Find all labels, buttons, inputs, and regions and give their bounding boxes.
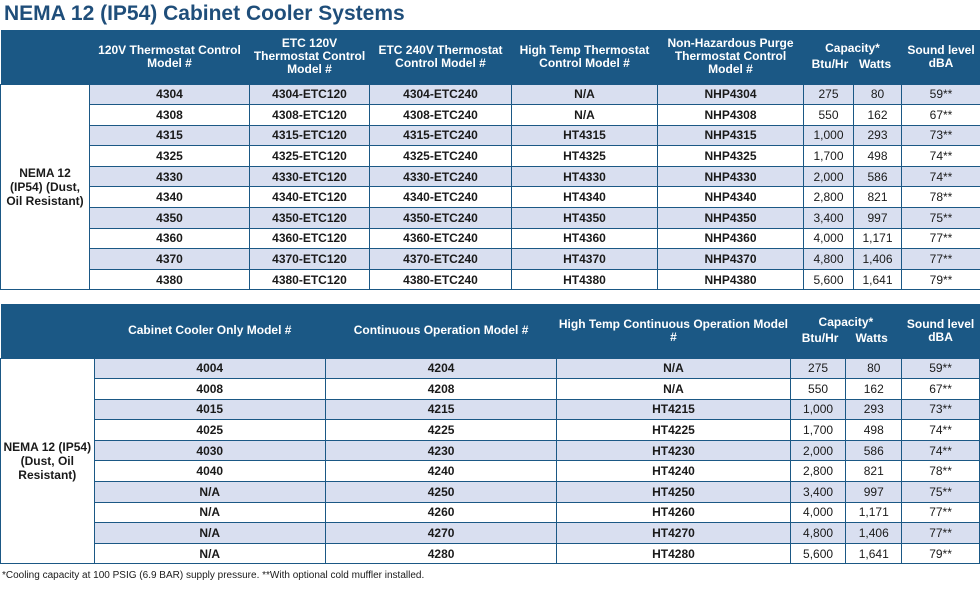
table-cell: NHP4380 [658,269,804,290]
table-cell: 75** [902,208,980,229]
table-cell: HT4350 [512,208,658,229]
table-cell: 3,400 [804,208,854,229]
table-cell: 4330-ETC240 [370,166,512,187]
corner-cell [1,304,95,358]
table-cell: 5,600 [804,269,854,290]
table-cell: 4,000 [804,228,854,249]
table-row [1,146,980,167]
table-row [1,249,980,270]
table-cell: HT4240 [557,461,790,482]
table-cell: 1,000 [804,125,854,146]
table-cell: 4350-ETC240 [370,208,512,229]
table-cell: 78** [902,461,980,482]
table-cell: NHP4340 [658,187,804,208]
table-cell: N/A [94,502,325,523]
table-cell: 997 [846,482,902,503]
table-cell: N/A [557,358,790,379]
row-group-label: NEMA 12 (IP54) (Dust, Oil Resistant) [1,84,90,290]
page-title: NEMA 12 (IP54) Cabinet Cooler Systems [4,2,405,25]
table-cell: 2,000 [804,166,854,187]
table-cell: 79** [902,269,980,290]
table-cell: 2,000 [790,440,846,461]
table-row [1,399,980,420]
table-cell: HT4225 [557,420,790,441]
table-cell: 80 [846,358,902,379]
thermostat-models-table [0,30,980,290]
table-cell: HT4280 [557,543,790,564]
table-cell: 4308-ETC120 [250,105,370,126]
table-cell: 4350 [90,208,250,229]
table-cell: HT4315 [512,125,658,146]
table-cell: 4340 [90,187,250,208]
table-cell: 1,700 [790,420,846,441]
table-row [1,125,980,146]
table-cell: 73** [902,125,980,146]
table-cell: NHP4350 [658,208,804,229]
table-row [1,105,980,126]
table-row [1,269,980,290]
header-sound: Sound level dBA [902,304,980,358]
table-cell: 4325-ETC240 [370,146,512,167]
table-cell: 4330 [90,166,250,187]
table-cell: 498 [854,146,902,167]
table-cell: 997 [854,208,902,229]
table-cell: 4360 [90,228,250,249]
table-row [1,543,980,564]
table-cell: 1,171 [846,502,902,523]
table-cell: 4208 [325,379,556,400]
table-cell: HT4340 [512,187,658,208]
table-cell: NHP4360 [658,228,804,249]
header-continuous: Continuous Operation Model # [325,304,556,358]
table-cell: 74** [902,420,980,441]
table-cell: 2,800 [790,461,846,482]
table-cell: 498 [846,420,902,441]
table-cell: 4270 [325,523,556,544]
table-cell: 275 [790,358,846,379]
corner-cell [1,30,90,84]
table-cell: 4315-ETC240 [370,125,512,146]
table-row [1,228,980,249]
table-cell: 4,800 [804,249,854,270]
table-cell: 550 [804,105,854,126]
table-cell: 550 [790,379,846,400]
table-cell: 1,406 [854,249,902,270]
table-cell: 5,600 [790,543,846,564]
table-cell: 74** [902,146,980,167]
table-cell: NHP4370 [658,249,804,270]
table-cell: 4304-ETC120 [250,84,370,105]
table-cell: NHP4304 [658,84,804,105]
table-cell: HT4215 [557,399,790,420]
table-cell: 4325-ETC120 [250,146,370,167]
table-cell: HT4360 [512,228,658,249]
table-cell: 162 [854,105,902,126]
table-cell: HT4270 [557,523,790,544]
table-cell: 59** [902,84,980,105]
table-cell: 4360-ETC240 [370,228,512,249]
table-cell: NHP4308 [658,105,804,126]
table-cell: 586 [846,440,902,461]
table-cell: 4004 [94,358,325,379]
table-cell: 4370-ETC120 [250,249,370,270]
table-row [1,379,980,400]
capacity-label: Capacity* [818,315,874,330]
table-cell: 3,400 [790,482,846,503]
table-cell: 59** [902,358,980,379]
table-cell: HT4330 [512,166,658,187]
table-cell: 275 [804,84,854,105]
watts-label: Watts [855,331,888,346]
table-cell: N/A [557,379,790,400]
table-cell: 77** [902,502,980,523]
table-row [1,166,980,187]
table-cell: 78** [902,187,980,208]
header-capacity [790,304,901,358]
table-cell: N/A [94,543,325,564]
table-cell: 79** [902,543,980,564]
table-cell: 4008 [94,379,325,400]
table-row [1,440,980,461]
table-cell: 77** [902,228,980,249]
table-cell: NHP4325 [658,146,804,167]
header-120v-thermostat: 120V Thermostat Control Model # [90,30,250,84]
table-cell: 4304-ETC240 [370,84,512,105]
header-etc-240v: ETC 240V Thermostat Control Model # [370,30,512,84]
table-cell: 75** [902,482,980,503]
table-cell: HT4250 [557,482,790,503]
table-cell: N/A [94,523,325,544]
btu-label: Btu/Hr [801,331,839,346]
table-cell: 74** [902,166,980,187]
table-cell: 4370 [90,249,250,270]
table-cell: 4250 [325,482,556,503]
table-cell: 1,406 [846,523,902,544]
table-row [1,523,980,544]
header-purge: Non-Hazardous Purge Thermostat Control Model # [658,30,804,84]
table-row [1,502,980,523]
table-cell: 4040 [94,461,325,482]
header-sound: Sound level dBA [902,30,980,84]
table-cell: 1,641 [846,543,902,564]
table-cell: 821 [846,461,902,482]
table-cell: 4,800 [790,523,846,544]
table-cell: 4370-ETC240 [370,249,512,270]
table-row [1,208,980,229]
table-cell: 2,800 [804,187,854,208]
row-group-label: NEMA 12 (IP54) (Dust, Oil Resistant) [1,358,95,564]
table-cell: 1,700 [804,146,854,167]
table-row [1,358,980,379]
table-cell: 4230 [325,440,556,461]
table-cell: 586 [854,166,902,187]
table-cell: HT4370 [512,249,658,270]
table-cell: 4308 [90,105,250,126]
table-cell: HT4260 [557,502,790,523]
table-cell: N/A [512,105,658,126]
table-cell: 4340-ETC120 [250,187,370,208]
table-cell: HT4325 [512,146,658,167]
table-cell: NHP4330 [658,166,804,187]
table-row [1,482,980,503]
table-cell: 4315 [90,125,250,146]
table-cell: 1,000 [790,399,846,420]
continuous-models-table [0,304,980,564]
table-cell: N/A [94,482,325,503]
table-cell: 77** [902,523,980,544]
table-cell: 4380-ETC240 [370,269,512,290]
header-high-temp-continuous: High Temp Continuous Operation Model # [557,304,790,358]
table-cell: 4380 [90,269,250,290]
table-cell: HT4230 [557,440,790,461]
table-cell: 4015 [94,399,325,420]
table-cell: 4340-ETC240 [370,187,512,208]
table-row [1,420,980,441]
table-cell: 73** [902,399,980,420]
btu-label: Btu/Hr [811,57,849,72]
table-cell: 4215 [325,399,556,420]
table-cell: 1,171 [854,228,902,249]
table-cell: 4350-ETC120 [250,208,370,229]
table-cell: 4330-ETC120 [250,166,370,187]
table-cell: NHP4315 [658,125,804,146]
table-cell: 4325 [90,146,250,167]
header-capacity [804,30,902,84]
table-cell: 67** [902,379,980,400]
header-cooler-only: Cabinet Cooler Only Model # [94,304,325,358]
table-cell: 162 [846,379,902,400]
table-row [1,187,980,208]
table-cell: 4,000 [790,502,846,523]
table-row [1,461,980,482]
table-cell: 74** [902,440,980,461]
table-cell: 4308-ETC240 [370,105,512,126]
table-row [1,84,980,105]
table-cell: 1,641 [854,269,902,290]
table-cell: 4380-ETC120 [250,269,370,290]
header-high-temp: High Temp Thermostat Control Model # [512,30,658,84]
capacity-label: Capacity* [825,41,880,56]
table-cell: 4240 [325,461,556,482]
table-cell: 4030 [94,440,325,461]
table-cell: N/A [512,84,658,105]
table-cell: 4025 [94,420,325,441]
table-cell: 821 [854,187,902,208]
table-cell: 4315-ETC120 [250,125,370,146]
table-cell: 80 [854,84,902,105]
table-cell: 4225 [325,420,556,441]
table-cell: 293 [846,399,902,420]
table-cell: 293 [854,125,902,146]
watts-label: Watts [858,57,892,72]
table-cell: 4304 [90,84,250,105]
table-cell: HT4380 [512,269,658,290]
table-cell: 4360-ETC120 [250,228,370,249]
table-cell: 4204 [325,358,556,379]
table-cell: 67** [902,105,980,126]
table-cell: 4280 [325,543,556,564]
table-cell: 4260 [325,502,556,523]
table-cell: 77** [902,249,980,270]
header-etc-120v: ETC 120V Thermostat Control Model # [250,30,370,84]
footnote: *Cooling capacity at 100 PSIG (6.9 BAR) supply pressure. **With optional cold muffler installed. [2,570,425,581]
